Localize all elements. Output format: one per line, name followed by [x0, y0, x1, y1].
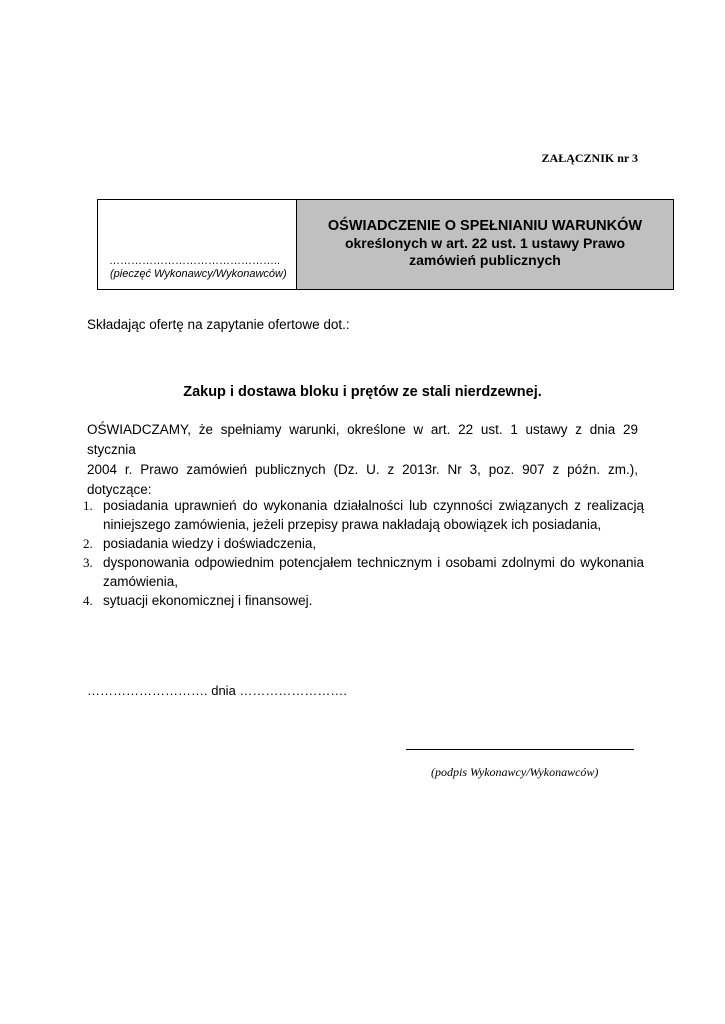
- stamp-dots: ………………………………………..: [109, 255, 281, 267]
- list-item-text: dysponowania odpowiednim potencjałem technicznym i osobami zdolnymi do wykonania: [103, 555, 644, 570]
- declaration-line: 2004 r. Prawo zamówień publicznych (Dz. U. z 2013r. Nr 3, poz. 907 z późn. zm.),: [87, 462, 638, 477]
- signature-line: [406, 749, 634, 750]
- list-item: [83, 496, 644, 534]
- signature-caption: (podpis Wykonawcy/Wykonawców): [431, 765, 599, 779]
- document-title: OŚWIADCZENIE O SPEŁNIANIU WARUNKÓW: [327, 218, 643, 234]
- list-item-text: posiadania wiedzy i doświadczenia,: [103, 536, 317, 551]
- list-item-number: 3.: [83, 555, 93, 570]
- document-subtitle-line2: zamówień publicznych: [409, 252, 561, 268]
- stamp-cell: [98, 200, 297, 289]
- document-subtitle-line1: określonych w art. 22 ust. 1 ustawy Prawo: [344, 235, 626, 251]
- intro-text: Składając ofertę na zapytanie ofertowe dot.:: [87, 317, 350, 332]
- list-item-text: posiadania uprawnień do wykonania działalności lub czynności związanych z realizacją: [103, 498, 644, 513]
- list-item: [83, 553, 644, 591]
- declaration-line: OŚWIADCZAMY, że spełniamy warunki, określone w art. 22 ust. 1 ustawy z dnia 29 stycznia: [87, 422, 638, 457]
- subject-title: Zakup i dostawa bloku i prętów ze stali nierdzewnej.: [183, 384, 542, 400]
- header-table: [97, 199, 674, 290]
- declaration-line: dotyczące:: [87, 482, 152, 497]
- list-item: [83, 591, 644, 610]
- list-item: [83, 534, 644, 553]
- list-item-text: zamówienia,: [103, 574, 179, 589]
- list-item-number: 1.: [83, 498, 93, 513]
- title-cell: [297, 200, 673, 289]
- date-place-line: ………………………. dnia …………………….: [87, 683, 348, 698]
- attachment-label: ZAŁĄCZNIK nr 3: [541, 151, 638, 165]
- stamp-caption: (pieczęć Wykonawcy/Wykonawców): [110, 268, 287, 280]
- conditions-list: [83, 496, 644, 610]
- list-item-number: 2.: [83, 536, 93, 551]
- list-item-text: sytuacji ekonomicznej i finansowej.: [103, 593, 313, 608]
- list-item-text: niniejszego zamówienia, jeżeli przepisy prawa nakładają obowiązek ich posiadania,: [103, 517, 602, 532]
- list-item-number: 4.: [83, 593, 93, 608]
- declaration-paragraph: [87, 420, 638, 500]
